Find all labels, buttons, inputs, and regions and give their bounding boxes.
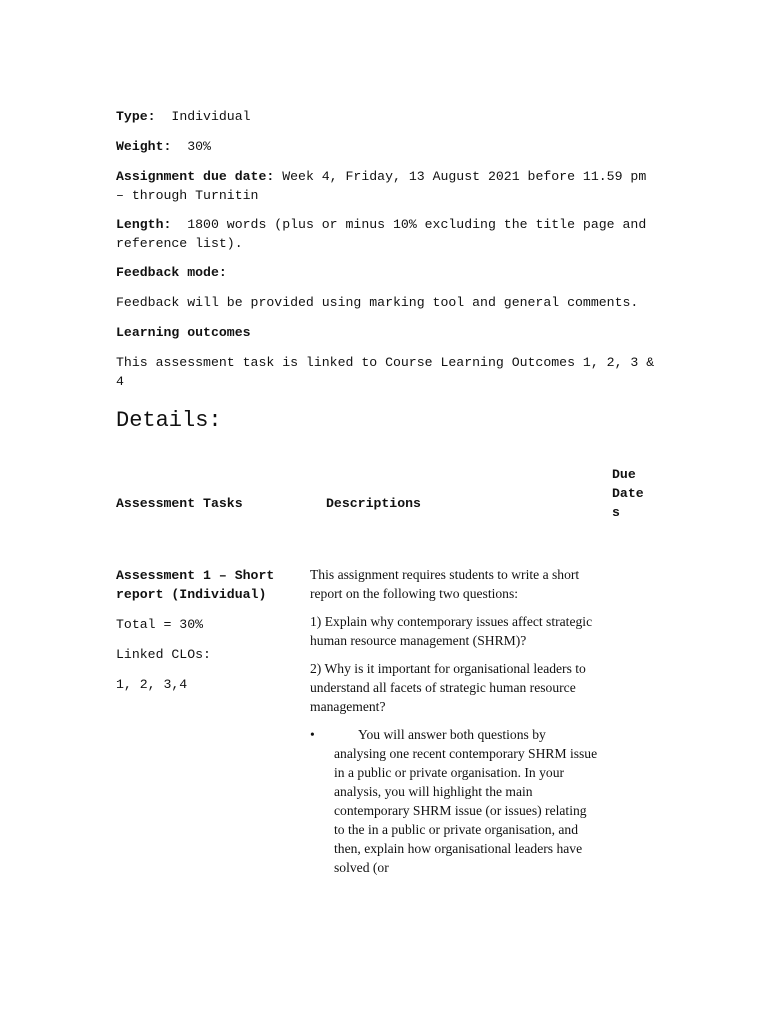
type-value: Individual [171, 109, 251, 124]
bullet-item [310, 725, 600, 877]
task-total: Total = 30% [116, 617, 204, 632]
task-name: Assessment 1 – Short report (Individual) [116, 568, 275, 602]
outcomes-heading: Learning outcomes [116, 325, 251, 340]
details-heading: Details: [116, 408, 222, 433]
description-cell [310, 565, 600, 877]
header-due-dates: Due Dates [612, 467, 644, 520]
description-intro: This assignment requires students to write a short report on the following two questions: [310, 567, 580, 601]
due-date-line [116, 167, 656, 205]
length-line [116, 215, 656, 253]
header-assessment-tasks: Assessment Tasks [116, 496, 243, 511]
weight-label: Weight: [116, 139, 172, 154]
feedback-text: Feedback will be provided using marking tool and general comments. [116, 295, 639, 310]
due-date-value: Week 4, Friday, 13 August 2021 before 11.59 pm – through Turnitin [116, 169, 647, 203]
task-clos-label: Linked CLOs: [116, 647, 211, 662]
task-cell [116, 566, 296, 705]
feedback-heading: Feedback mode: [116, 265, 227, 280]
outcomes-text: This assessment task is linked to Course Learning Outcomes 1, 2, 3 & 4 [116, 355, 655, 389]
weight-value: 30% [187, 139, 211, 154]
length-label: Length: [116, 217, 172, 232]
header-descriptions: Descriptions [326, 496, 421, 511]
question-2: 2) Why is it important for organisational leaders to understand all facets of strategic human resource management? [310, 661, 586, 714]
type-line [116, 107, 656, 126]
due-date-label: Assignment due date: [116, 169, 275, 184]
bullet-text: You will answer both questions by analysing one recent contemporary SHRM issue in a public or private organisation. In your analysis, you will highlight the main contemporary SHRM issue (or issues) relating to the in a public or private organisation, and then, explain how organisational leaders have solved (or [334, 727, 598, 875]
question-1: 1) Explain why contemporary issues affect strategic human resource management (SHRM)? [310, 614, 593, 648]
length-value: 1800 words (plus or minus 10% excluding the title page and reference list). [116, 217, 647, 251]
assessment-meta [116, 107, 656, 402]
weight-line [116, 137, 656, 156]
type-label: Type: [116, 109, 156, 124]
task-clos-value: 1, 2, 3,4 [116, 677, 188, 692]
bullet-icon: • [310, 727, 315, 742]
